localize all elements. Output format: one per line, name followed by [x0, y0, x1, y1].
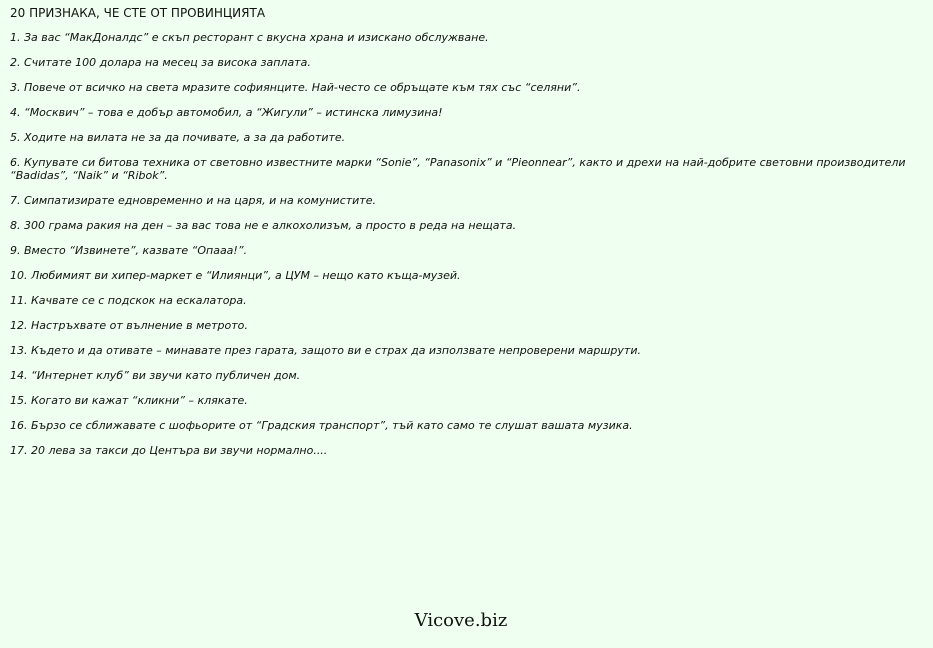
list-item: 16. Бързо се сближавате с шофьорите от “Градския транспорт”, тъй като само те слушат вашата музика.: [10, 419, 633, 432]
list-item: 3. Повече от всичко на света мразите софиянците. Най-често се обръщате към тях със “селяни”.: [10, 81, 581, 94]
list-item: 6. Купувате си битова техника от световно известните марки “Sonie”, “Panasonix” и “Pieonnear”, както и дрехи на най-добрите световни производители “Badidas”, “Naik” и “Ribok”.: [10, 156, 906, 182]
site-watermark: Vicove.biz: [414, 610, 508, 631]
list-item: 12. Настръхвате от вълнение в метрото.: [10, 319, 248, 332]
list-item: 2. Считате 100 долара на месец за висока заплата.: [10, 56, 311, 69]
article: [10, 6, 910, 469]
list-item: 13. Където и да отивате – минавате през гарата, защото ви е страх да използвате непроверени маршрути.: [10, 344, 641, 357]
list-item: 8. 300 грама ракия на ден – за вас това не е алкохолизъм, а просто в реда на нещата.: [10, 219, 517, 232]
list-item: 17. 20 лева за такси до Центъра ви звучи нормално....: [10, 444, 328, 457]
list-item: 14. “Интернет клуб” ви звучи като публичен дом.: [10, 369, 301, 382]
list-item: 1. За вас “МакДоналдс” е скъп ресторант с вкусна храна и изискано обслужване.: [10, 31, 489, 44]
list-item: 11. Качвате се с подскок на ескалатора.: [10, 294, 247, 307]
page-title: 20 ПРИЗНАКА, ЧЕ СТЕ ОТ ПРОВИНЦИЯТА: [10, 6, 266, 20]
list-item: 5. Ходите на вилата не за да почивате, а за да работите.: [10, 131, 346, 144]
list-item: 15. Когато ви кажат “кликни” – клякате.: [10, 394, 248, 407]
list-item: 4. “Москвич” – това е добър автомобил, а “Жигули” – истинска лимузина!: [10, 106, 443, 119]
list-item: 9. Вместо “Извинете”, казвате “Опааа!”.: [10, 244, 248, 257]
list-item: 7. Симпатизирате едновременно и на царя, и на комунистите.: [10, 194, 376, 207]
list-item: 10. Любимият ви хипер-маркет е “Илиянци”, а ЦУМ – нещо като къща-музей.: [10, 269, 461, 282]
